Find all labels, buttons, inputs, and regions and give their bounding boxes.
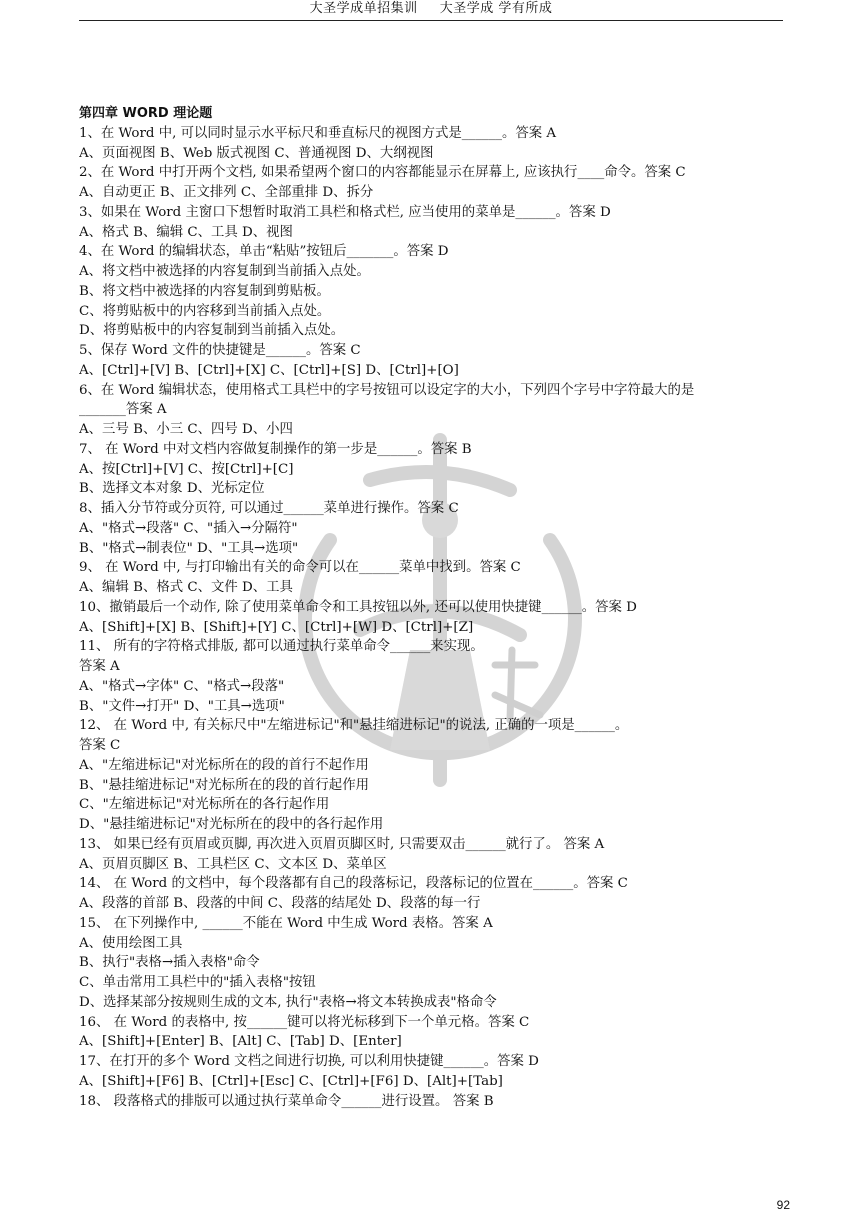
- text-line: A、"格式→字体" C、"格式→段落": [79, 678, 285, 694]
- text-line: B、"文件→打开" D、"工具→选项": [79, 698, 285, 714]
- text-line: 18、 段落格式的排版可以通过执行菜单命令______进行设置。 答案 B: [79, 1093, 494, 1109]
- text-line: 14、 在 Word 的文档中，每个段落都有自己的段落标记，段落标记的位置在______。答案 C: [79, 876, 628, 892]
- text-line: A、"格式→段落" C、"插入→分隔符": [79, 520, 298, 536]
- text-line: D、将剪贴板中的内容复制到当前插入点处。: [79, 323, 345, 339]
- text-line: C、"左缩进标记"对光标所在的各行起作用: [79, 797, 330, 813]
- text-line: 4、在 Word 的编辑状态，单击“粘贴”按钮后_______。答案 D: [79, 244, 449, 260]
- chapter-title: 第四章 WORD 理论题: [79, 106, 213, 121]
- text-line: 8、插入分节符或分页符, 可以通过______菜单进行操作。答案 C: [79, 501, 459, 516]
- text-line: 答案 A: [79, 659, 120, 674]
- text-line: A、[Shift]+[Enter] B、[Alt] C、[Tab] D、[Enter]: [79, 1034, 402, 1050]
- text-line: 17、在打开的多个 Word 文档之间进行切换, 可以利用快捷键______。答案 D: [79, 1054, 539, 1069]
- text-line: B、"格式→制表位" D、"工具→选项": [79, 540, 299, 556]
- text-line: A、按[Ctrl]+[V] C、按[Ctrl]+[C]: [79, 461, 294, 477]
- text-line: A、三号 B、小三 C、四号 D、小四: [79, 422, 293, 437]
- page-number: 92: [776, 1198, 790, 1212]
- text-line: A、页眉页脚区 B、工具栏区 C、文本区 D、菜单区: [79, 856, 387, 872]
- text-line: 3、如果在 Word 主窗口下想暂时取消工具栏和格式栏, 应当使用的菜单是______。答案 D: [79, 204, 611, 220]
- text-line: 7、 在 Word 中对文档内容做复制操作的第一步是______。答案 B: [79, 441, 472, 457]
- text-line: A、[Shift]+[X] B、[Shift]+[Y] C、[Ctrl]+[W] D、[Ctrl]+[Z]: [79, 619, 474, 635]
- text-line: B、"悬挂缩进标记"对光标所在的段的首行起作用: [79, 777, 369, 793]
- text-line: A、自动更正 B、正文排列 C、全部重排 D、拆分: [79, 185, 374, 200]
- page-header: [79, 0, 783, 21]
- text-line: D、选择某部分按规则生成的文本, 执行"表格→将文本转换成表"格命令: [79, 994, 497, 1010]
- text-line: A、格式 B、编辑 C、工具 D、视图: [79, 224, 293, 240]
- text-line: 2、在 Word 中打开两个文档, 如果希望两个窗口的内容都能显示在屏幕上, 应该执行____命令。答案 C: [79, 165, 686, 181]
- text-line: 12、 在 Word 中, 有关标尺中"左缩进标记"和"悬挂缩进标记"的说法, 正确的一项是______。: [79, 718, 629, 734]
- text-line: 16、 在 Word 的表格中, 按______键可以将光标移到下一个单元格。答案 C: [79, 1014, 530, 1030]
- text-line: 11、 所有的字符格式排版, 都可以通过执行菜单命令______来实现。: [79, 639, 484, 655]
- question-list: [79, 104, 779, 1111]
- text-line: 6、在 Word 编辑状态，使用格式工具栏中的字号按钮可以设定字的大小，下列四个字号中字符最大的是: [79, 382, 695, 398]
- text-line: B、执行"表格→插入表格"命令: [79, 955, 260, 971]
- text-line: B、将文档中被选择的内容复制到剪贴板。: [79, 283, 330, 299]
- text-line: B、选择文本对象 D、光标定位: [79, 481, 265, 497]
- text-line: A、使用绘图工具: [79, 935, 183, 951]
- text-line: 9、 在 Word 中, 与打印输出有关的命令可以在______菜单中找到。答案 C: [79, 560, 521, 576]
- text-line: C、将剪贴板中的内容移到当前插入点处。: [79, 303, 331, 319]
- text-line: 10、撤销最后一个动作, 除了使用菜单命令和工具按钮以外, 还可以使用快捷键______。答案 D: [79, 599, 637, 615]
- text-line: A、页面视图 B、Web 版式视图 C、普通视图 D、大纲视图: [79, 145, 434, 161]
- text-line: A、"左缩进标记"对光标所在的段的首行不起作用: [79, 757, 369, 773]
- text-line: A、[Ctrl]+[V] B、[Ctrl]+[X] C、[Ctrl]+[S] D、[Ctrl]+[O]: [79, 362, 459, 378]
- header-school-name: 大圣学成单招集训: [309, 1, 418, 16]
- text-line: _______答案 A: [79, 402, 167, 418]
- text-line: A、编辑 B、格式 C、文件 D、工具: [79, 580, 293, 595]
- text-line: C、单击常用工具栏中的"插入表格"按钮: [79, 975, 316, 990]
- text-line: A、将文档中被选择的内容复制到当前插入点处。: [79, 264, 370, 279]
- text-line: 答案 C: [79, 738, 121, 753]
- text-line: A、[Shift]+[F6] B、[Ctrl]+[Esc] C、[Ctrl]+[F6] D、[Alt]+[Tab]: [79, 1073, 503, 1089]
- text-line: 1、在 Word 中, 可以同时显示水平标尺和垂直标尺的视图方式是______。答案 A: [79, 125, 557, 141]
- text-line: 5、保存 Word 文件的快捷键是______。答案 C: [79, 343, 361, 358]
- header-slogan: 大圣学成 学有所成: [439, 1, 553, 16]
- text-line: D、"悬挂缩进标记"对光标所在的段中的各行起作用: [79, 817, 384, 832]
- text-line: 13、 如果已经有页眉或页脚, 再次进入页眉页脚区时, 只需要双击______就行了。 答案 A: [79, 836, 605, 852]
- text-line: A、段落的首部 B、段落的中间 C、段落的结尾处 D、段落的每一行: [79, 896, 481, 911]
- text-line: 15、 在下列操作中, ______不能在 Word 中生成 Word 表格。答案 A: [79, 915, 493, 931]
